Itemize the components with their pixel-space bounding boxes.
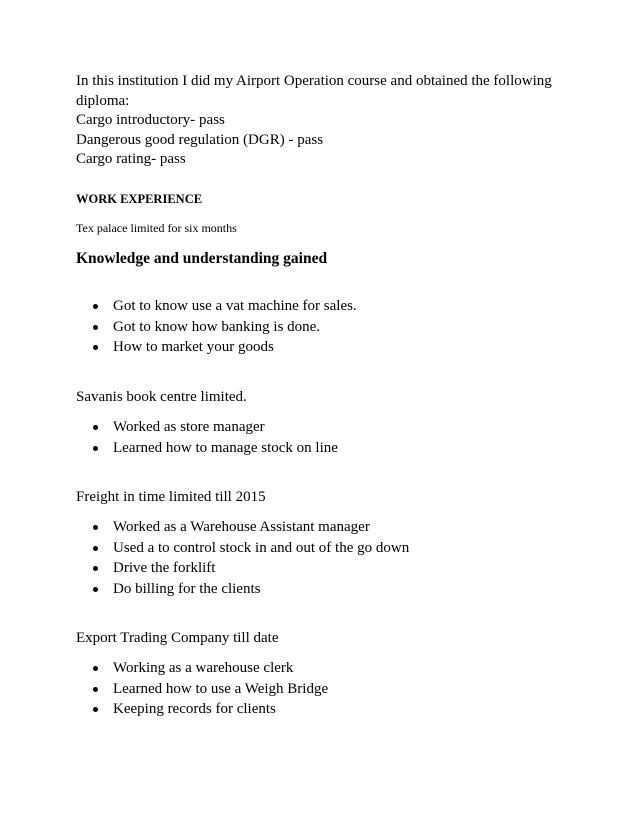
bullet-icon	[93, 666, 98, 671]
list-item-text: Worked as a Warehouse Assistant manager	[113, 519, 370, 535]
diploma-line: Dangerous good regulation (DGR) - pass	[76, 131, 324, 148]
intro-paragraph: In this institution I did my Airport Operation course and obtained the following diploma:	[76, 73, 552, 109]
list-item	[76, 679, 576, 700]
knowledge-heading: Knowledge and understanding gained	[76, 250, 328, 267]
bullet-icon	[93, 707, 98, 712]
employer-freight-in-time: Freight in time limited till 2015	[76, 489, 266, 505]
bullet-icon	[93, 587, 98, 592]
export-duties-list	[76, 658, 576, 720]
list-item	[76, 579, 576, 600]
list-item	[76, 296, 576, 317]
list-item	[76, 517, 576, 538]
list-item-text: How to market your goods	[113, 339, 274, 355]
list-item	[76, 699, 576, 720]
education-intro	[76, 72, 576, 170]
bullet-icon	[93, 687, 98, 692]
list-item-text: Worked as store manager	[113, 419, 265, 435]
bullet-icon	[93, 325, 98, 330]
bullet-icon	[93, 546, 98, 551]
list-item-text: Got to know use a vat machine for sales.	[113, 298, 357, 314]
list-item-text: Learned how to use a Weigh Bridge	[113, 680, 329, 697]
knowledge-list	[76, 296, 576, 358]
list-item-text: Working as a warehouse clerk	[113, 660, 294, 676]
diploma-line: Cargo introductory- pass	[76, 112, 225, 128]
list-item-text: Got to know how banking is done.	[113, 318, 321, 335]
list-item	[76, 538, 576, 559]
list-item	[76, 438, 576, 459]
list-item-text: Used a to control stock in and out of the go down	[113, 539, 410, 556]
list-item-text: Drive the forklift	[113, 560, 216, 576]
work-experience-heading: WORK EXPERIENCE	[76, 192, 203, 206]
bullet-icon	[93, 304, 98, 309]
bullet-icon	[93, 566, 98, 571]
bullet-icon	[93, 345, 98, 350]
list-item	[76, 337, 576, 358]
list-item	[76, 658, 576, 679]
list-item-text: Do billing for the clients	[113, 580, 261, 597]
list-item	[76, 558, 576, 579]
list-item-text: Learned how to manage stock on line	[113, 439, 338, 456]
employer-tex-palace: Tex palace limited for six months	[76, 221, 237, 235]
employer-export-trading: Export Trading Company till date	[76, 630, 279, 646]
employer-savanis: Savanis book centre limited.	[76, 389, 247, 405]
list-item	[76, 417, 576, 438]
freight-duties-list	[76, 517, 576, 599]
savanis-duties-list	[76, 417, 576, 458]
bullet-icon	[93, 425, 98, 430]
list-item-text: Keeping records for clients	[113, 701, 276, 717]
diploma-line: Cargo rating- pass	[76, 151, 186, 167]
bullet-icon	[93, 525, 98, 530]
list-item	[76, 317, 576, 338]
bullet-icon	[93, 446, 98, 451]
